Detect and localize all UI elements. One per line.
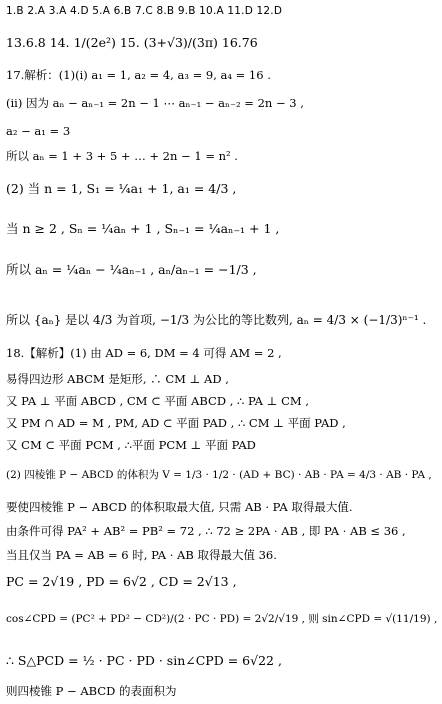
- q17-ratio-line: 所以 aₙ = ¼aₙ − ¼aₙ₋₁ , aₙ/aₙ₋₁ = −1/3 ,: [6, 262, 257, 277]
- q18-volume-line: (2) 四棱锥 P − ABCD 的体积为 V = 1/3 · 1/2 · (AD + BC) · AB · PA = 4/3 · AB · PA ,: [6, 469, 432, 481]
- q18-equality-line: 当且仅当 PA = AB = 6 时, PA · AB 取得最大值 36.: [6, 548, 277, 562]
- q18-lengths-line: PC = 2√19 , PD = 6√2 , CD = 2√13 ,: [6, 574, 237, 589]
- q17-difference-line: a₂ − a₁ = 3: [6, 124, 71, 138]
- q18-part1-line: 18.【解析】(1) 由 AD = 6, DM = 4 可得 AM = 2 ,: [6, 346, 282, 360]
- q17-case-line: 当 n ≥ 2 , Sₙ = ¼aₙ + 1 , Sₙ₋₁ = ¼aₙ₋₁ + 1 ,: [6, 221, 280, 236]
- answer-key-line: 1.B 2.A 3.A 4.D 5.A 6.B 7.C 8.B 9.B 10.A 11.D 12.D: [6, 5, 283, 17]
- q18-condition-line: 由条件可得 PA² + AB² = PB² = 72 , ∴ 72 ≥ 2PA · AB , 即 PA · AB ≤ 36 ,: [6, 524, 406, 538]
- q18-surface-line: 则四棱锥 P − ABCD 的表面积为: [6, 684, 177, 698]
- q17-sum-line: 所以 aₙ = 1 + 3 + 5 + … + 2n − 1 = n² .: [6, 149, 238, 163]
- q18-cosine-line: cos∠CPD = (PC² + PD² − CD²)/(2 · PC · PD) = 2√2/√19 , 则 sin∠CPD = √(11/19) ,: [6, 613, 438, 625]
- q18-intersection-line: 又 PM ∩ AD = M , PM, AD ⊂ 平面 PAD , ∴ CM ⊥ 平面 PAD ,: [6, 416, 346, 430]
- q17-part1-line: 17.解析：(1)(i) a₁ = 1, a₂ = 4, a₃ = 9, a₄ = 16 .: [6, 68, 271, 82]
- q17-conclusion-line: 所以 {aₙ} 是以 4/3 为首项, −1/3 为公比的等比数列, aₙ = 4/3 × (−1/3)ⁿ⁻¹ .: [6, 313, 427, 327]
- q18-plane-line: 又 CM ⊂ 平面 PCM , ∴平面 PCM ⊥ 平面 PAD: [6, 438, 256, 452]
- q17-part2-line: (2) 当 n = 1, S₁ = ¼a₁ + 1, a₁ = 4/3 ,: [6, 181, 237, 196]
- q18-perpendicular-line: 又 PA ⊥ 平面 ABCD , CM ⊂ 平面 ABCD , ∴ PA ⊥ CM ,: [6, 394, 309, 408]
- q18-rectangle-line: 易得四边形 ABCM 是矩形, ∴ CM ⊥ AD ,: [6, 372, 229, 386]
- fill-blank-answers-line: 13.6.8 14. 1/(2e²) 15. (3+√3)/(3π) 16.76: [6, 35, 258, 50]
- q17-recurrence-line: (ii) 因为 aₙ − aₙ₋₁ = 2n − 1 ⋯ aₙ₋₁ − aₙ₋₂ = 2n − 3 ,: [6, 96, 304, 110]
- q18-area-line: ∴ S△PCD = ½ · PC · PD · sin∠CPD = 6√22 ,: [6, 653, 282, 668]
- q18-maximize-line: 要使四棱锥 P − ABCD 的体积取最大值, 只需 AB · PA 取得最大值.: [6, 500, 353, 514]
